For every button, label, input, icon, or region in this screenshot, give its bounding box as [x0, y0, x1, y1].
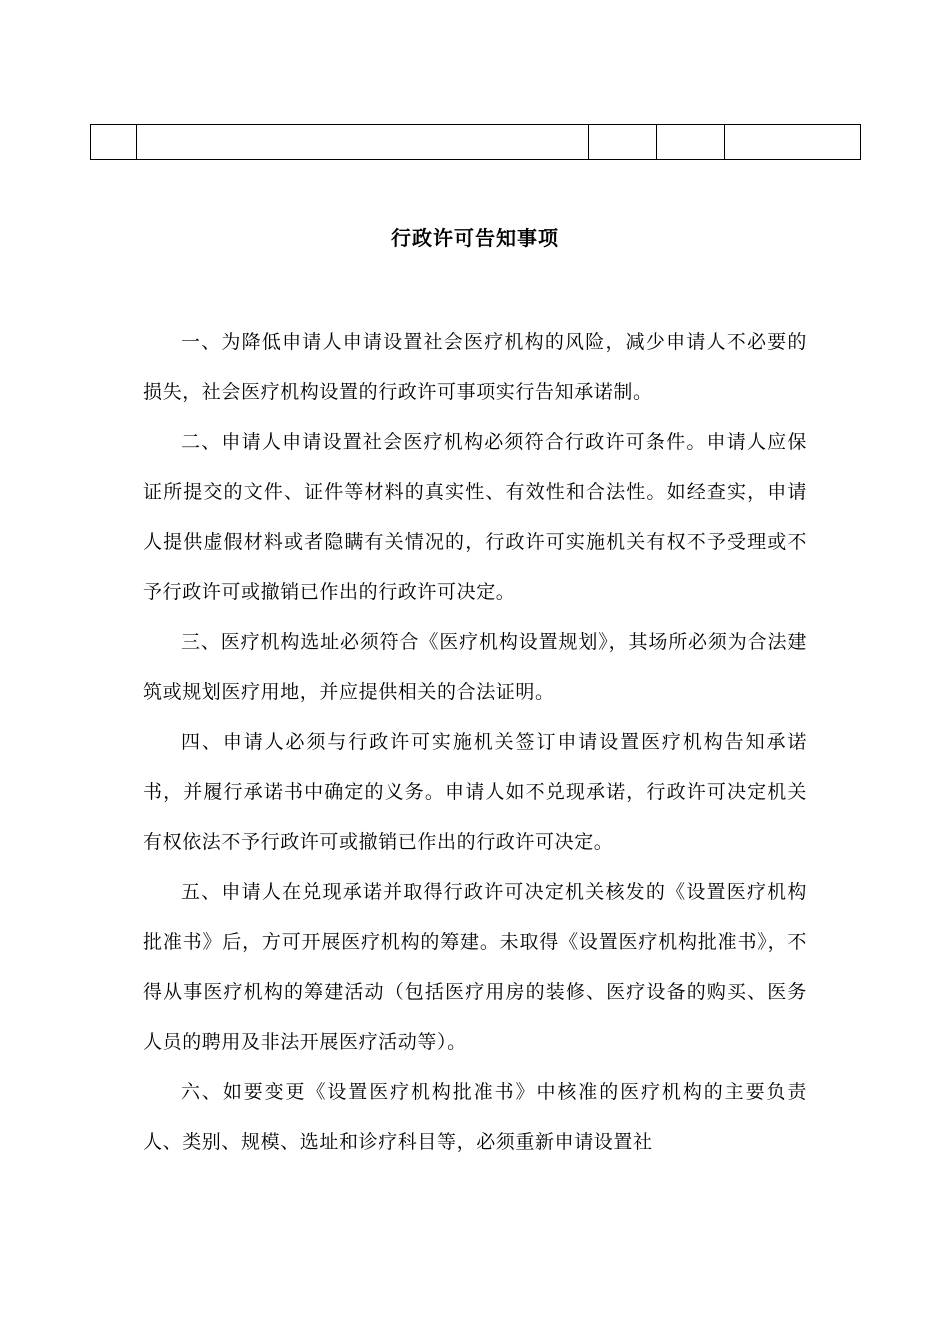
paragraph-1: 一、为降低申请人申请设置社会医疗机构的风险，减少申请人不必要的损失，社会医疗机构设置的行政许可事项实行告知承诺制。 [143, 331, 807, 403]
paragraph-2: 二、申请人申请设置社会医疗机构必须符合行政许可条件。申请人应保证所提交的文件、证件等材料的真实性、有效性和合法性。如经查实，申请人提供虚假材料或者隐瞒有关情况的，行政许可实施机关有权不予受理或不予行政许可或撤销已作出的行政许可决定。 [143, 431, 807, 603]
document-body [143, 317, 807, 1167]
table-cell [137, 125, 589, 160]
document-title: 行政许可告知事项 [391, 226, 559, 250]
header-table [90, 124, 861, 160]
table-cell [657, 125, 725, 160]
table-cell [91, 125, 137, 160]
paragraph-4: 四、申请人必须与行政许可实施机关签订申请设置医疗机构告知承诺书，并履行承诺书中确定的义务。申请人如不兑现承诺，行政许可决定机关有权依法不予行政许可或撤销已作出的行政许可决定。 [143, 731, 807, 853]
paragraph-6: 六、如要变更《设置医疗机构批准书》中核准的医疗机构的主要负责人、类别、规模、选址和诊疗科目等，必须重新申请设置社 [143, 1081, 807, 1153]
table-row [91, 125, 861, 160]
paragraph-5: 五、申请人在兑现承诺并取得行政许可决定机关核发的《设置医疗机构批准书》后，方可开展医疗机构的筹建。未取得《设置医疗机构批准书》，不得从事医疗机构的筹建活动（包括医疗用房的装修、医疗设备的购买、医务人员的聘用及非法开展医疗活动等）。 [143, 881, 807, 1053]
paragraph-3: 三、医疗机构选址必须符合《医疗机构设置规划》，其场所必须为合法建筑或规划医疗用地，并应提供相关的合法证明。 [143, 631, 807, 703]
table-cell [725, 125, 861, 160]
table-cell [589, 125, 657, 160]
